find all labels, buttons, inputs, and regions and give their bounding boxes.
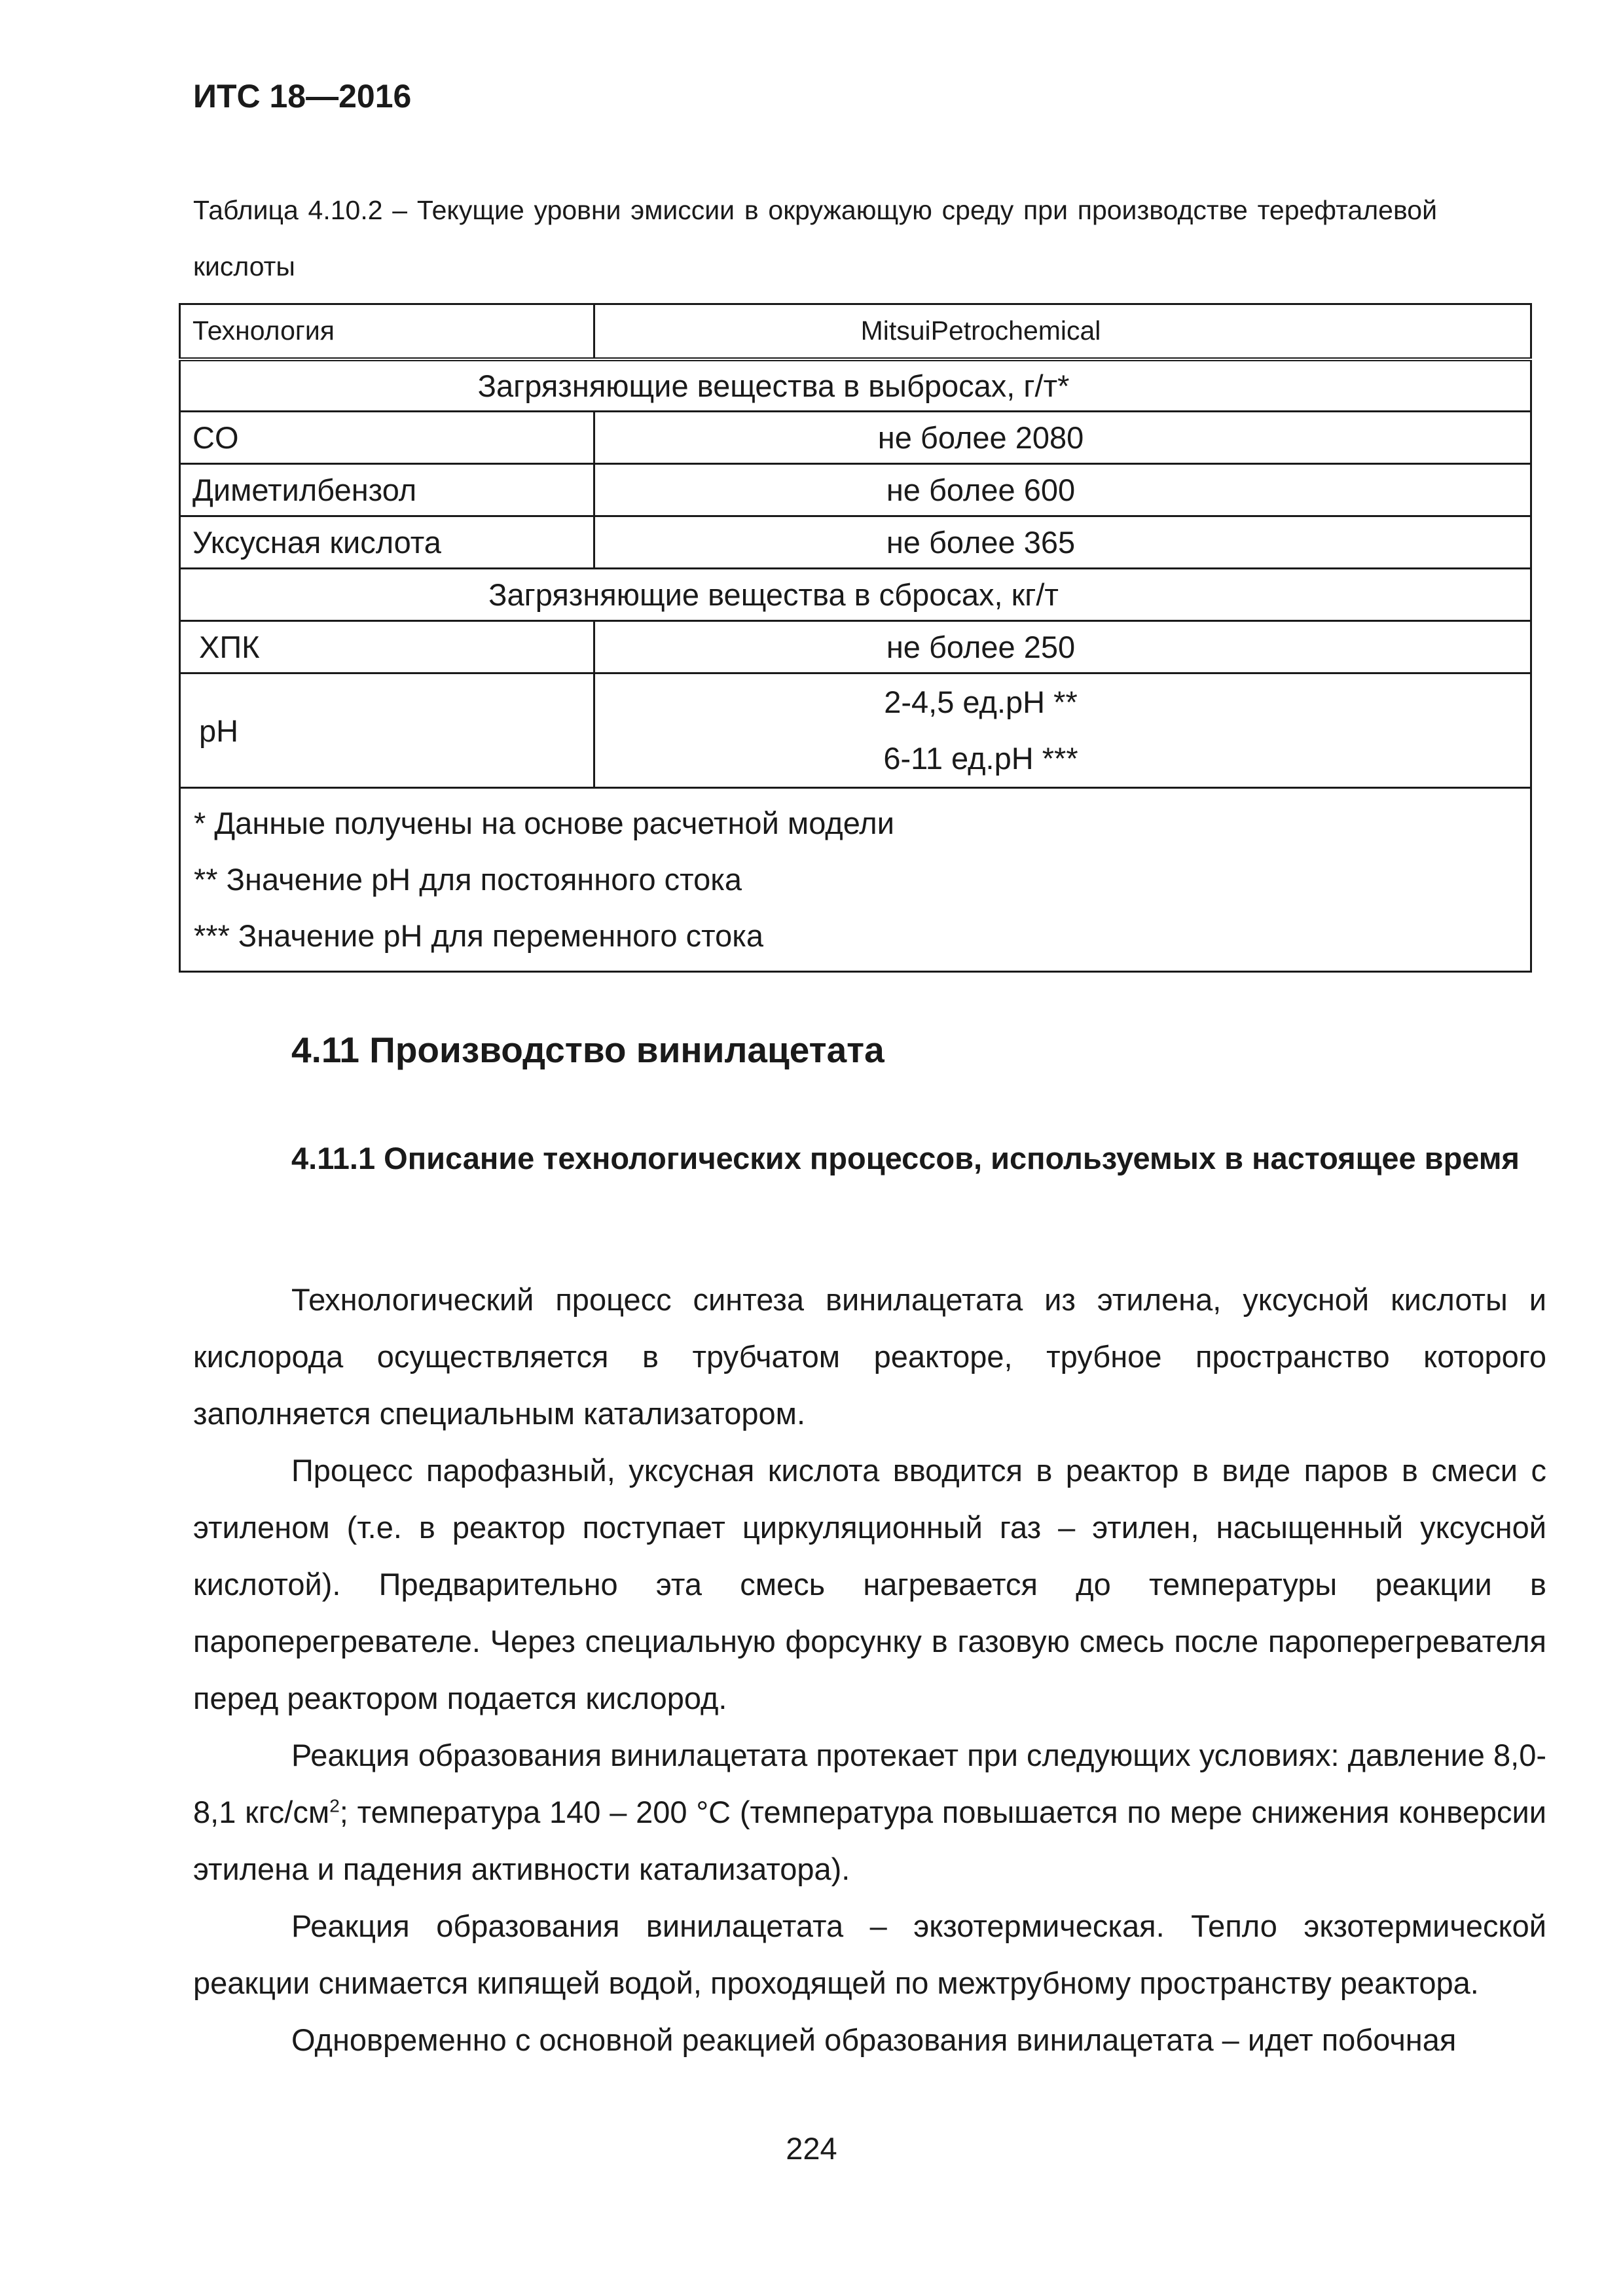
paragraph-3-part-b: ; температура 140 – 200 °С (температура повышается по мере снижения конверсии этилена и падения активности катализатора). bbox=[193, 1795, 1546, 1886]
emissions-table bbox=[179, 303, 1532, 973]
note-3: *** Значение pH для переменного стока bbox=[194, 918, 763, 953]
ph-value-constant: 2-4,5 ед.pH ** bbox=[884, 685, 1078, 719]
section-row-air bbox=[180, 359, 1531, 412]
pollutant-name: ХПК bbox=[180, 621, 594, 673]
pollutant-value: не более 2080 bbox=[594, 412, 1531, 464]
table-row-ph bbox=[180, 673, 1531, 788]
note-2: ** Значение pH для постоянного стока bbox=[194, 862, 742, 897]
table-header-row bbox=[180, 304, 1531, 359]
paragraph-2: Процесс парофазный, уксусная кислота вводится в реактор в виде паров в смеси с этиленом (т.е. в реактор поступает циркуляционный газ – этилен, насыщенный уксусной кислотой). Предварительно эта смесь нагревается до температуры реакции в пароперегревателе. Через специальную форсунку в газовую смесь после пароперегревателя перед реактором подается кислород. bbox=[193, 1453, 1546, 1715]
table-row bbox=[180, 464, 1531, 516]
pollutant-value: не более 600 bbox=[594, 464, 1531, 516]
table-row bbox=[180, 516, 1531, 569]
note-1: * Данные получены на основе расчетной модели bbox=[194, 806, 894, 840]
notes-row bbox=[180, 788, 1531, 972]
paragraph-5: Одновременно с основной реакцией образования винилацетата – идет побочная bbox=[291, 2022, 1457, 2057]
subsection-title: 4.11.1 Описание технологических процессов, используемых в настоящее время bbox=[291, 1141, 1520, 1175]
section-title: 4.11 Производство винилацетата bbox=[291, 1030, 884, 1070]
paragraph-3-part-a: Реакция образования винилацетата протекает при следующих условиях: давление 8,0-8,1 кгс/см bbox=[193, 1738, 1546, 1829]
table-row bbox=[180, 412, 1531, 464]
pollutant-value: не более 250 bbox=[594, 621, 1531, 673]
paragraph-4: Реакция образования винилацетата – экзотермическая. Тепло экзотермической реакции снимается кипящей водой, проходящей по межтрубному пространству реактора. bbox=[193, 1909, 1546, 2000]
table-caption: Таблица 4.10.2 – Текущие уровни эмиссии в окружающую среду при производстве терефталевой кислоты bbox=[193, 195, 1437, 281]
pollutant-name: Диметилбензол bbox=[180, 464, 594, 516]
col-header-mitsui: MitsuiPetrochemical bbox=[594, 304, 1531, 359]
document-id-header: ИТС 18—2016 bbox=[193, 78, 412, 115]
paragraph-1: Технологический процесс синтеза винилацетата из этилена, уксусной кислоты и кислорода осуществляется в трубчатом реакторе, трубное пространство которого заполняется специальным катализатором. bbox=[193, 1282, 1546, 1431]
table-notes bbox=[180, 788, 1531, 972]
ph-values bbox=[594, 673, 1531, 788]
pollutant-value: не более 365 bbox=[594, 516, 1531, 569]
pollutant-name: Уксусная кислота bbox=[180, 516, 594, 569]
body-text bbox=[193, 1271, 1546, 2068]
section-row-water bbox=[180, 569, 1531, 621]
paragraph-3 bbox=[193, 1727, 1546, 1897]
col-header-technology: Технология bbox=[180, 304, 594, 359]
superscript-2: 2 bbox=[329, 1795, 340, 1816]
section-water-label: Загрязняющие вещества в сбросах, кг/т bbox=[180, 569, 1531, 621]
pollutant-name: CO bbox=[180, 412, 594, 464]
section-air-label: Загрязняющие вещества в выбросах, г/т* bbox=[180, 359, 1531, 412]
ph-value-variable: 6-11 ед.pH *** bbox=[883, 741, 1078, 776]
page-number: 224 bbox=[786, 2131, 837, 2166]
ph-name: pH bbox=[180, 673, 594, 788]
table-row bbox=[180, 621, 1531, 673]
